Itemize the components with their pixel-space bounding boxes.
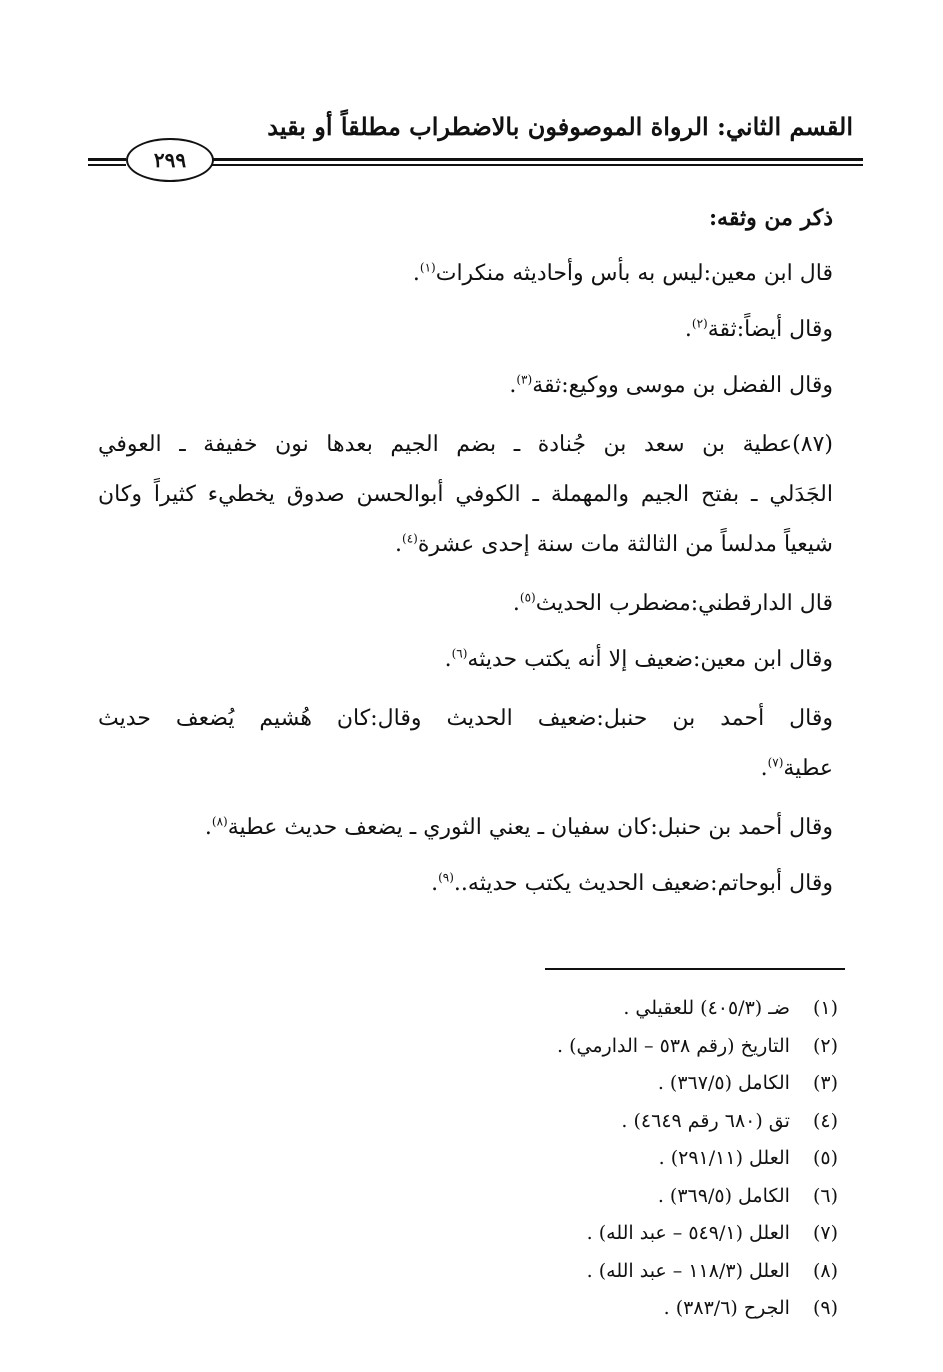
- footnote-ref: (٧): [767, 755, 784, 770]
- entry-line-3: شيعياً مدلساً من الثالثة مات سنة إحدى عشرة$^{(٤)}$.: [395, 531, 833, 557]
- ahmad-line-1: وقال أحمد بن حنبل:ضعيف الحديث وقال:كان هُشيم يُضعف حديث: [98, 706, 833, 731]
- footnote-ref: (٦): [451, 646, 468, 661]
- main-text: [98, 190, 833, 912]
- footnotes: [238, 990, 838, 1328]
- footnote: (٣) الكامل (٣٦٧/٥) .: [657, 1072, 838, 1094]
- section-heading: ذكر من وثقه:: [708, 205, 833, 231]
- page-number-oval: [126, 138, 214, 182]
- footnote: (٦) الكامل (٣٦٩/٥) .: [657, 1184, 838, 1207]
- footnote: (٩) الجرح (٣٨٣/٦) .: [663, 1297, 838, 1319]
- entry-line-1: (٨٧)عطية بن سعد بن جُنادة ـ بضم الجيم بعدها نون خفيفة ـ العوفي: [98, 432, 833, 457]
- footnote-ref: (٥): [519, 590, 536, 605]
- header-rule-left-thin: [88, 164, 126, 166]
- footnote-ref: (٩): [438, 870, 454, 885]
- page-number: ٢٩٩: [153, 148, 187, 172]
- header-rule-thin: [210, 164, 863, 166]
- text-line: قال الدارقطني:مضطرب الحديث$^{(٥)}$.: [512, 590, 833, 616]
- footnote: (٧) العلل (٥٤٩/١ – عبد الله) .: [586, 1222, 838, 1244]
- running-header-title: القسم الثاني: الرواة الموصوفون بالاضطراب مطلقاً أو بقيد: [267, 112, 853, 141]
- footnote-ref: (٤): [402, 531, 418, 546]
- footnote: (٨) العلل (١١٨/٣ – عبد الله) .: [586, 1259, 838, 1282]
- footnote-ref: (٨): [211, 814, 228, 829]
- footnote-ref: (١): [419, 260, 436, 275]
- footnote-ref: (٣): [516, 372, 533, 387]
- text-line: وقال أيضاً:ثقة$^{(٢)}$.: [684, 316, 833, 342]
- header-rule-left-thick: [88, 158, 126, 161]
- ahmad-line-2: عطية$^{(٧)}$.: [760, 755, 833, 781]
- text-line: قال ابن معين:ليس به بأس وأحاديثه منكرات$^{(١)}$.: [412, 260, 833, 286]
- text-line: وقال أحمد بن حنبل:كان سفيان ـ يعني الثوري ـ يضعف حديث عطية$^{(٨)}$.: [204, 814, 833, 840]
- text-line: وقال ابن معين:ضعيف إلا أنه يكتب حديثه$^{(٦)}$.: [444, 646, 833, 672]
- footnote-ref: (٢): [691, 316, 708, 331]
- footnote: (٤) تق (٦٨٠ رقم ٤٦٤٩) .: [621, 1109, 838, 1132]
- footnote: (٢) التاريخ (رقم ٥٣٨ – الدارمي) .: [557, 1034, 838, 1057]
- text-line: وقال الفضل بن موسى ووكيع:ثقة$^{(٣)}$.: [509, 372, 833, 398]
- header-rule-thick: [210, 158, 863, 161]
- text-line: وقال أبوحاتم:ضعيف الحديث يكتب حديثه..$^{(٩)}$.: [431, 870, 833, 896]
- footnote: (١) ضـ (٤٠٥/٣) للعقيلي .: [623, 997, 838, 1019]
- footnote: (٥) العلل (٢٩١/١١) .: [658, 1147, 838, 1169]
- entry-line-2: الجَدَلي ـ بفتح الجيم والمهملة ـ الكوفي أبوالحسن صدوق يخطيء كثيراً وكان: [98, 482, 833, 507]
- footnote-separator: [545, 968, 845, 970]
